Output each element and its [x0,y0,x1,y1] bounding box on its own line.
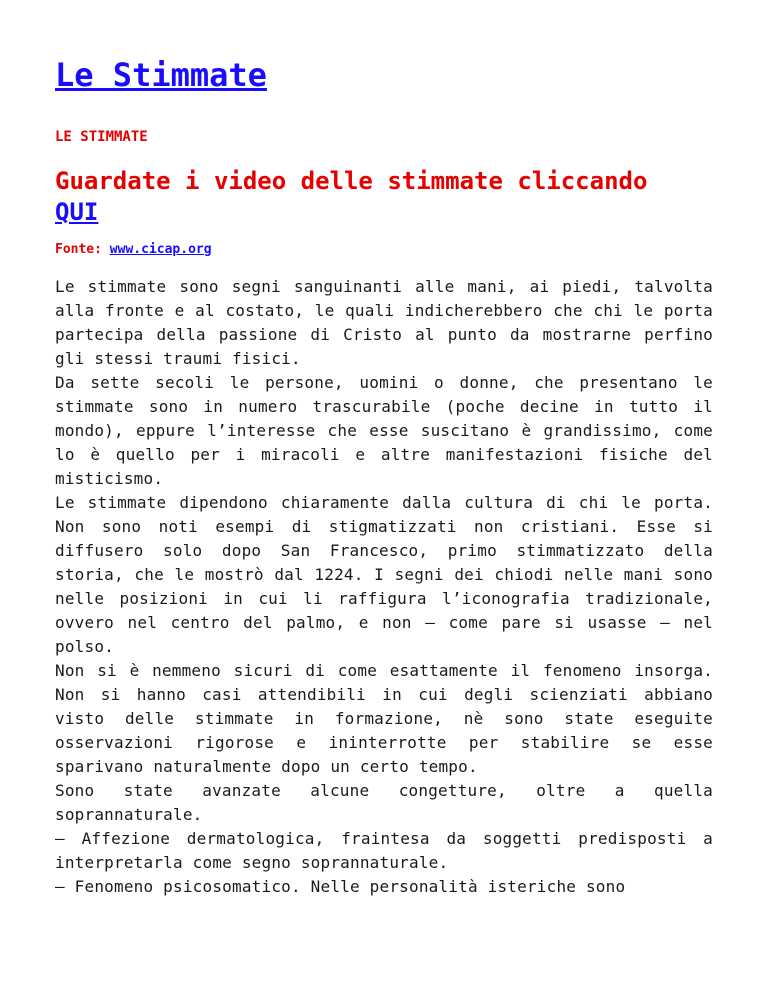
title-link[interactable]: Le Stimmate [55,56,267,94]
source-link[interactable]: www.cicap.org [109,242,212,257]
paragraph: Non si è nemmeno sicuri di come esattamente il fenomeno insorga. Non si hanno casi attendibili in cui degli scienziati abbiano visto delle stimmate in formazione, nè sono state eseguite osservazioni rigorose e ininterrotte per stabilire se esse sparivano naturalmente dopo un certo tempo. [55,661,713,776]
page-title [55,0,713,95]
article-body [55,275,713,899]
paragraph: Sono state avanzate alcune congetture, oltre a quella soprannaturale. [55,781,713,824]
source-line [55,241,713,259]
video-heading [55,166,713,228]
video-heading-text: Guardate i video delle stimmate cliccando [55,167,648,195]
paragraph: – Fenomeno psicosomatico. Nelle personalità isteriche sono [55,877,626,896]
source-label: Fonte: [55,242,102,257]
paragraph: Le stimmate dipendono chiaramente dalla cultura di chi le porta. Non sono noti esempi di stigmatizzati non cristiani. Esse si diffusero solo dopo San Francesco, primo stimmatizzato della storia, che le mostrò dal 1224. I segni dei chiodi nelle mani sono nelle posizioni in cui li raffigura l’iconografia tradizionale, ovvero nel centro del palmo, e non – come pare si usasse – nel polso. [55,493,713,656]
paragraph: – Affezione dermatologica, fraintesa da soggetti predisposti a interpretarla come segno soprannaturale. [55,829,713,872]
paragraph: Le stimmate sono segni sanguinanti alle mani, ai piedi, talvolta alla fronte e al costato, le quali indicherebbero che chi le porta partecipa della passione di Cristo al punto da mostrarne perfino gli stessi traumi fisici. [55,277,713,368]
paragraph: Da sette secoli le persone, uomini o donne, che presentano le stimmate sono in numero trascurabile (poche decine in tutto il mondo), eppure l’interesse che esse suscitano è grandissimo, come lo è quello per i miracoli e altre manifestazioni fisiche del misticismo. [55,373,713,488]
subheading: LE STIMMATE [55,129,148,145]
video-link[interactable]: QUI [55,198,99,226]
